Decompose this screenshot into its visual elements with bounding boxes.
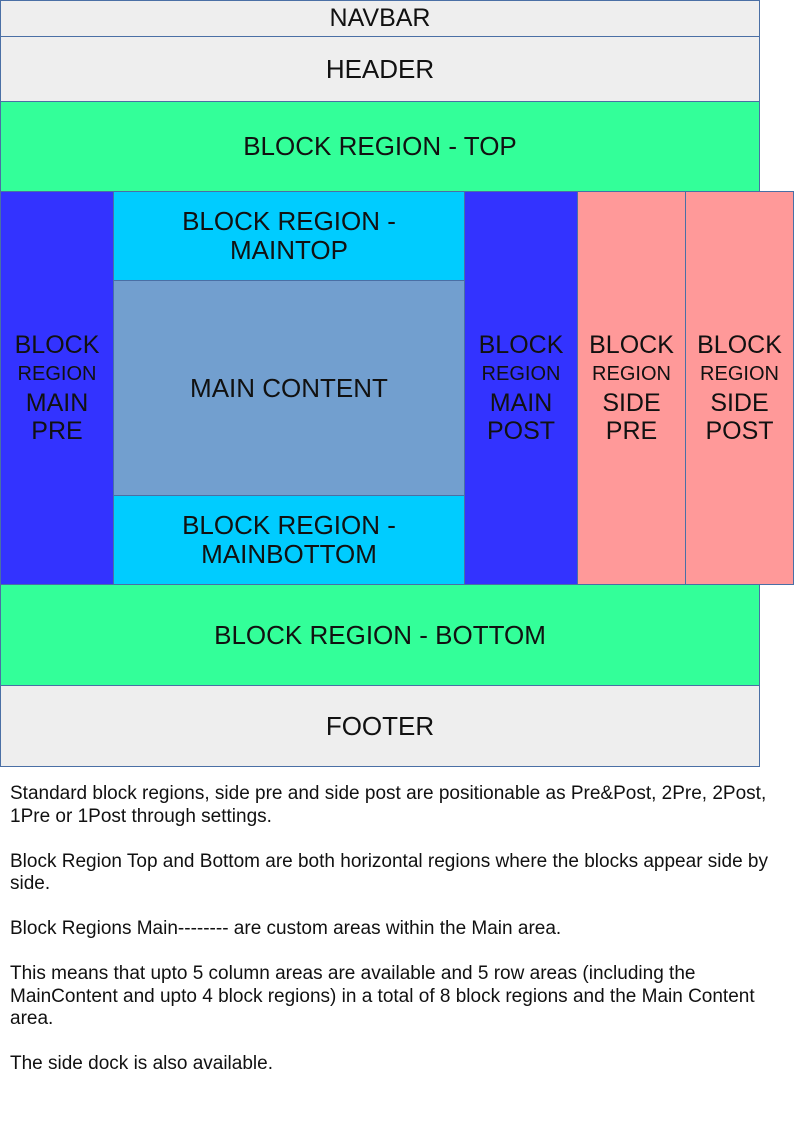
navbar-label: NAVBAR — [329, 4, 431, 32]
side-post-line3: SIDE — [710, 389, 769, 417]
footer-label: FOOTER — [325, 710, 435, 741]
block-region-bottom — [0, 584, 760, 686]
block-region-top-label: BLOCK REGION - TOP — [243, 131, 517, 161]
side-pre-line1: BLOCK — [589, 331, 674, 359]
main-content-label: MAIN CONTENT — [190, 372, 388, 403]
header-label: HEADER — [325, 53, 435, 84]
description — [10, 783, 774, 1098]
main-content-region — [113, 280, 465, 496]
main-post-line3: MAIN — [489, 389, 553, 417]
description-paragraph-4: This means that upto 5 column areas are available and 5 row areas (including the MainContent and upto 4 block regions) in a total of 8 block regions and the Main Content area. — [10, 963, 760, 1029]
side-post-line4: POST — [705, 417, 774, 445]
description-paragraph-2: Block Region Top and Bottom are both horizontal regions where the blocks appear side by side. — [10, 850, 774, 894]
side-pre-line4: PRE — [605, 417, 658, 445]
footer-region — [0, 685, 760, 767]
side-post-line2: REGION — [700, 363, 779, 385]
main-pre-line1: BLOCK — [14, 331, 100, 359]
block-region-main-post — [464, 191, 578, 585]
side-pre-line2: REGION — [592, 363, 671, 385]
main-post-line4: POST — [486, 417, 556, 445]
mainbottom-line2: MAINBOTTOM — [201, 539, 377, 569]
block-region-maintop — [113, 191, 465, 281]
header-region — [0, 36, 760, 102]
side-pre-line3: SIDE — [602, 389, 661, 417]
description-paragraph-3: Block Regions Main-------- are custom areas within the Main area. — [10, 918, 562, 939]
maintop-line2: MAINTOP — [230, 235, 348, 265]
navbar-region — [0, 0, 760, 37]
side-post-line1: BLOCK — [697, 331, 782, 359]
mainbottom-line1: BLOCK REGION - — [182, 510, 396, 540]
block-region-top — [0, 101, 760, 192]
block-region-side-post — [685, 191, 794, 585]
description-paragraph-1: Standard block regions, side pre and side post are positionable as Pre&Post, 2Pre, 2Post, 1Pre or 1Post through settings. — [10, 783, 772, 827]
main-post-line1: BLOCK — [478, 331, 564, 359]
main-post-line2: REGION — [481, 363, 561, 385]
block-region-bottom-label: BLOCK REGION - BOTTOM — [214, 619, 546, 650]
main-pre-line2: REGION — [17, 363, 97, 385]
main-pre-line3: MAIN — [25, 389, 89, 417]
maintop-line1: BLOCK REGION - — [182, 206, 396, 236]
block-region-main-pre — [0, 191, 114, 585]
description-paragraph-5: The side dock is also available. — [10, 1053, 273, 1074]
main-pre-line4: PRE — [31, 417, 83, 445]
block-region-mainbottom — [113, 495, 465, 585]
block-region-side-pre — [577, 191, 686, 585]
